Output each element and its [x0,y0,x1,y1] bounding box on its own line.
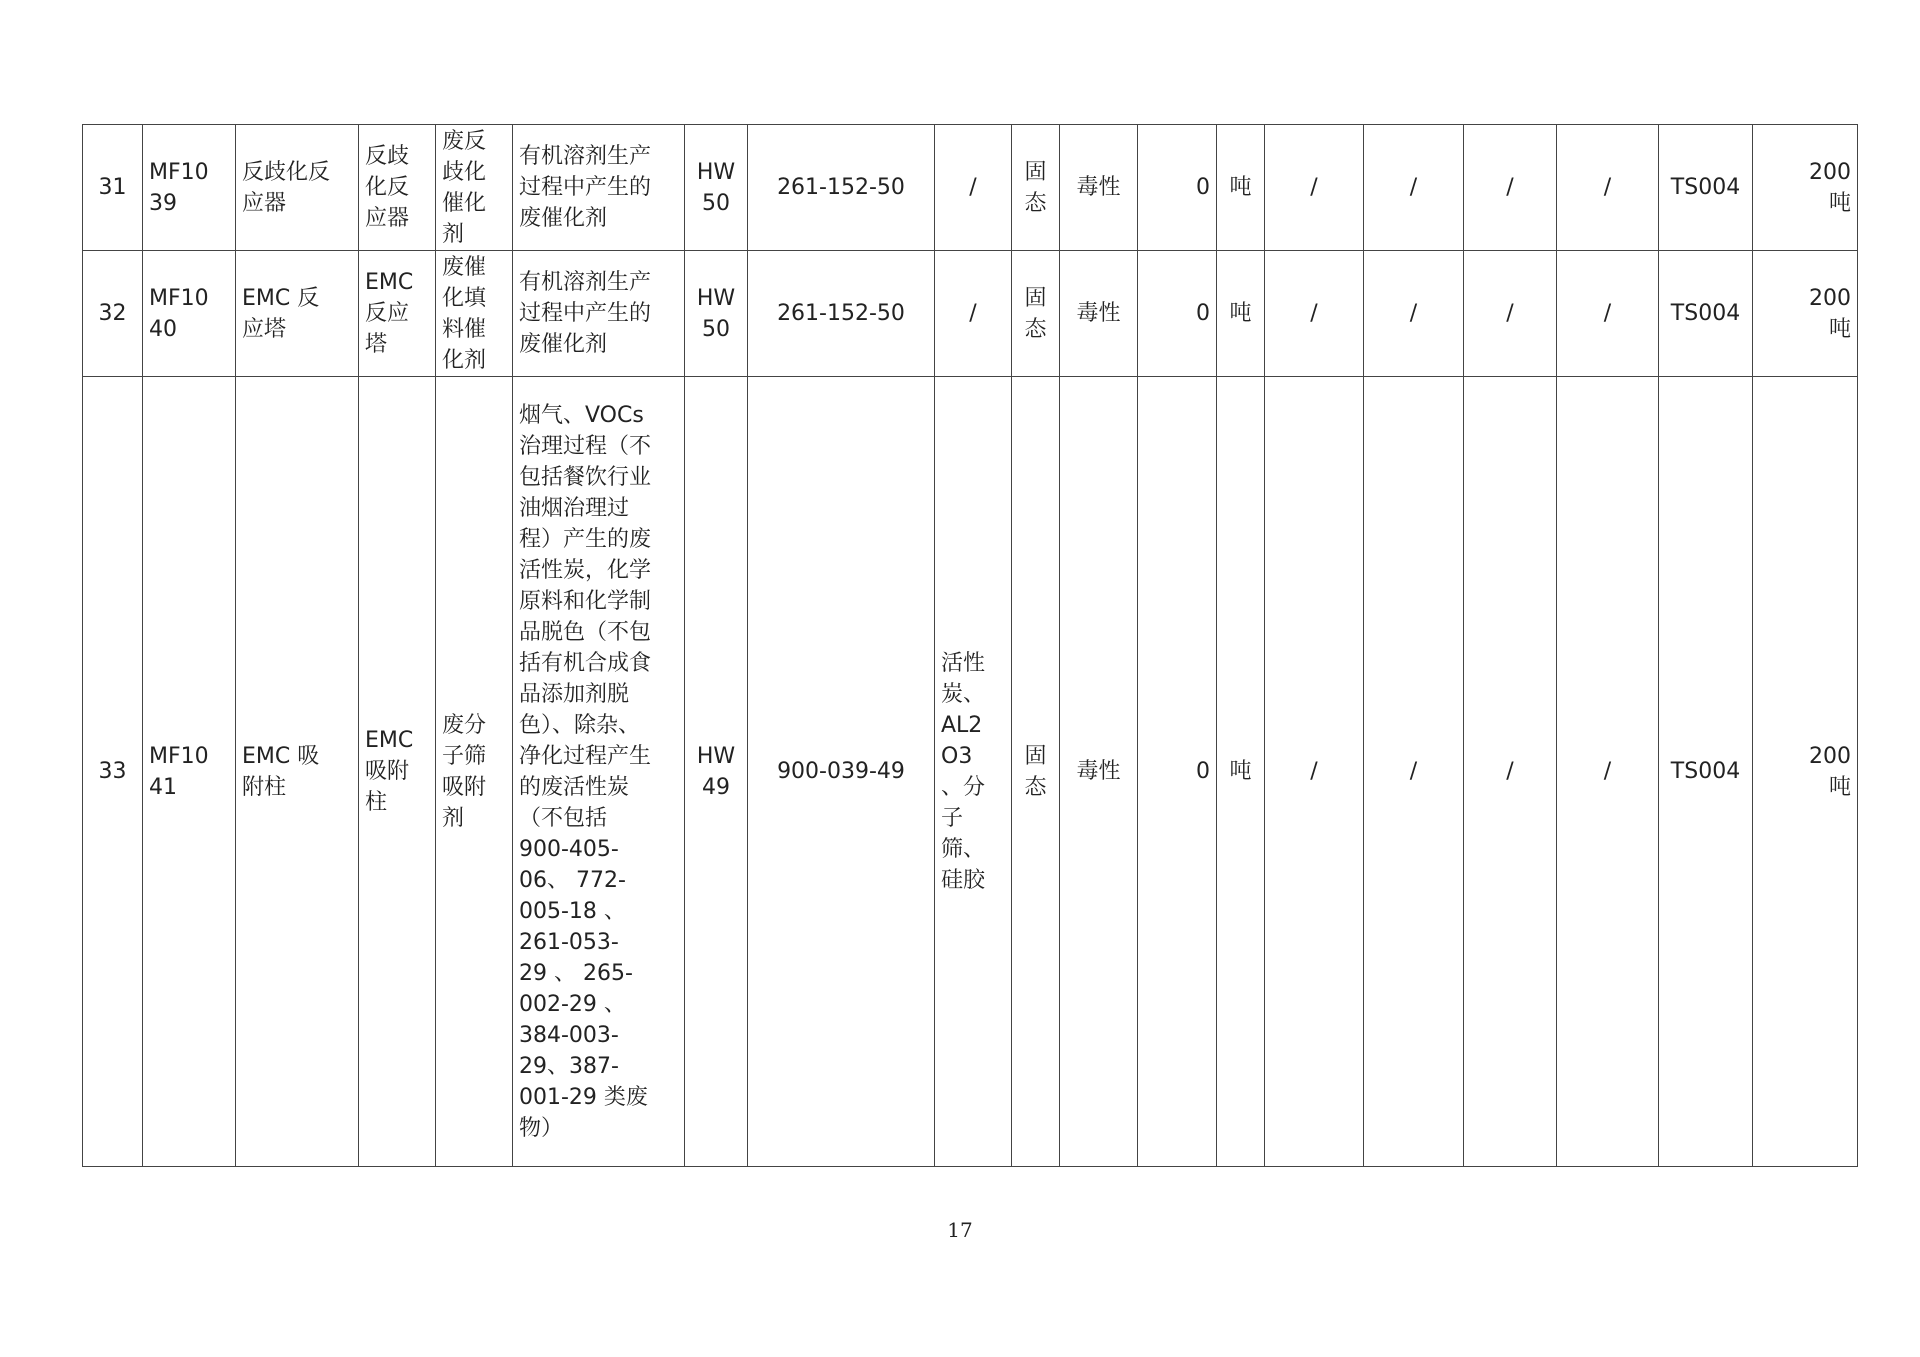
cell-facility: TS004 [1659,377,1753,1167]
page-number: 17 [947,1218,973,1242]
cell-waste-name: 废反 歧化 催化 剂 [436,125,513,251]
cell-waste-name: 废催 化填 料催 化剂 [436,251,513,377]
cell-industry-source: 烟气、VOCs 治理过程（不 包括餐饮行业 油烟治理过 程）产生的废 活性炭，化学 原料和化学制 品脱色（不包 括有机合成食 品添加剂脱 色）、除杂、 净化过程产生 的废活性炭 （不包括 900-405- 06、 772- 005-18 、 261-053- 29 、 265- 002-29 、 384-003- 29、387- 001-29 类废 物） [513,377,685,1167]
cell-industry-source: 有机溶剂生产 过程中产生的 废催化剂 [513,125,685,251]
cell-col-2: / [1364,125,1464,251]
cell-source: EMC 吸附 柱 [359,377,436,1167]
cell-form: 固 态 [1012,377,1060,1167]
cell-code: MF10 39 [143,125,236,251]
cell-facility: TS004 [1659,251,1753,377]
cell-form: 固 态 [1012,251,1060,377]
cell-col-2: / [1364,377,1464,1167]
cell-code: MF10 41 [143,377,236,1167]
cell-category: HW 50 [685,251,748,377]
cell-hazardous-component: / [935,251,1012,377]
cell-facility: TS004 [1659,125,1753,251]
cell-col-1: / [1265,251,1364,377]
cell-waste-code: 900-039-49 [748,377,935,1167]
cell-hazardous-component: 活性 炭、 AL2 O3 、分 子 筛、 硅胶 [935,377,1012,1167]
table-row [83,251,1858,377]
cell-amount: 0 [1138,377,1217,1167]
cell-industry-source: 有机溶剂生产 过程中产生的 废催化剂 [513,251,685,377]
cell-col-4: / [1557,251,1659,377]
cell-equipment: 反歧化反 应器 [236,125,359,251]
cell-no: 31 [83,125,143,251]
cell-no: 32 [83,251,143,377]
cell-hazard: 毒性 [1060,251,1138,377]
cell-unit: 吨 [1217,125,1265,251]
cell-col-1: / [1265,377,1364,1167]
cell-capacity: 200 吨 [1753,251,1858,377]
cell-amount: 0 [1138,125,1217,251]
cell-category: HW 50 [685,125,748,251]
cell-equipment: EMC 吸 附柱 [236,377,359,1167]
cell-form: 固 态 [1012,125,1060,251]
cell-source: EMC 反应 塔 [359,251,436,377]
cell-col-3: / [1464,251,1557,377]
cell-col-4: / [1557,377,1659,1167]
cell-no: 33 [83,377,143,1167]
hazardous-waste-table [82,124,1858,1167]
cell-col-3: / [1464,377,1557,1167]
cell-hazard: 毒性 [1060,125,1138,251]
table-row [83,125,1858,251]
cell-code: MF10 40 [143,251,236,377]
cell-col-4: / [1557,125,1659,251]
cell-capacity: 200 吨 [1753,125,1858,251]
cell-source: 反歧 化反 应器 [359,125,436,251]
cell-waste-name: 废分 子筛 吸附 剂 [436,377,513,1167]
cell-hazardous-component: / [935,125,1012,251]
cell-col-3: / [1464,125,1557,251]
cell-col-2: / [1364,251,1464,377]
cell-unit: 吨 [1217,251,1265,377]
cell-waste-code: 261-152-50 [748,251,935,377]
cell-waste-code: 261-152-50 [748,125,935,251]
cell-col-1: / [1265,125,1364,251]
cell-unit: 吨 [1217,377,1265,1167]
table-row [83,377,1858,1167]
cell-hazard: 毒性 [1060,377,1138,1167]
cell-capacity: 200 吨 [1753,377,1858,1167]
cell-equipment: EMC 反 应塔 [236,251,359,377]
cell-category: HW 49 [685,377,748,1167]
cell-amount: 0 [1138,251,1217,377]
